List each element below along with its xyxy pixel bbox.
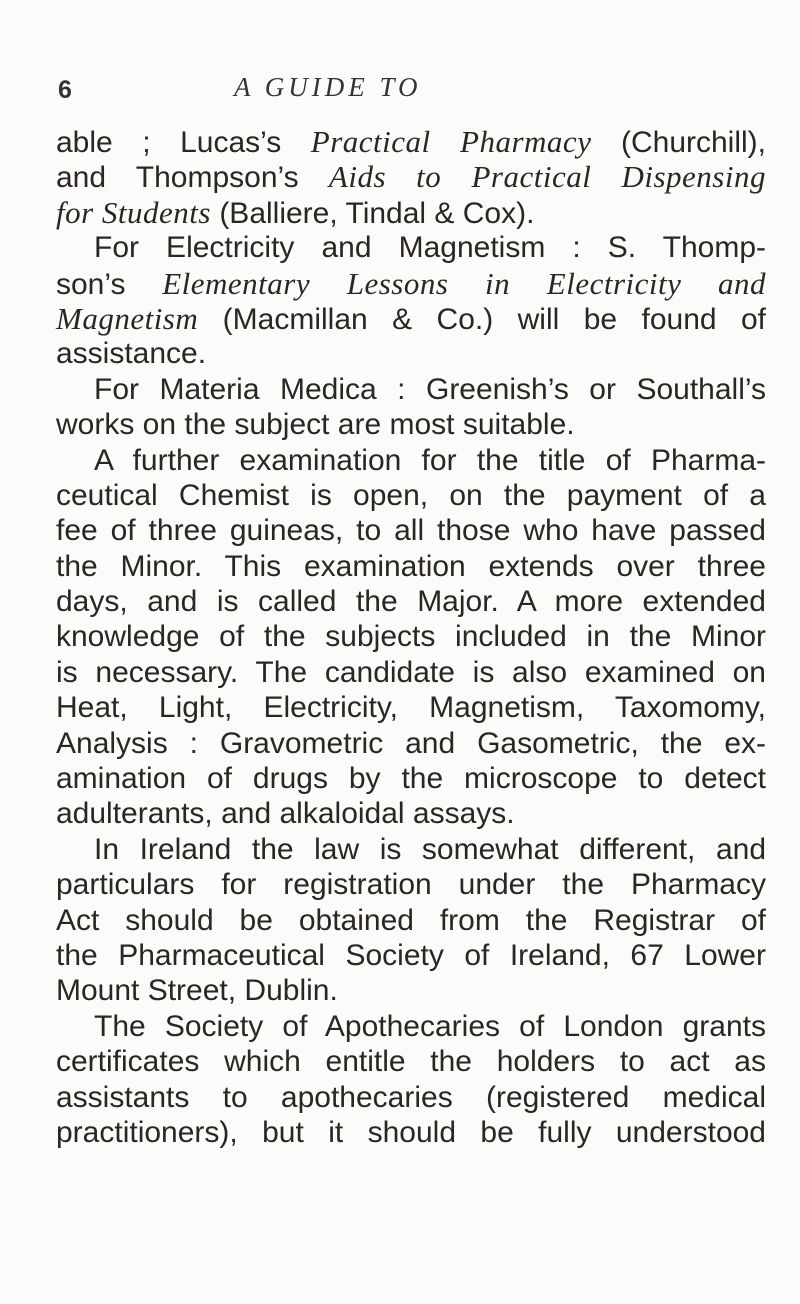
text-run: knowledge of the subjects included in the Minor [56,620,766,654]
text-line [56,1009,766,1044]
text-run: In Ireland the law is somewhat different, and [94,832,766,866]
text-run: For Electricity and Magnetism : S. Thomp- [94,231,766,265]
text-run: the Minor. This examination extends over three [56,549,766,583]
text-line [56,903,766,938]
text-line [56,230,766,265]
text-line [56,761,766,796]
text-line [56,266,766,301]
text-run: days, and is called the Major. A more extended [56,585,766,619]
text-line [56,159,766,194]
page-number: 6 [58,76,72,104]
running-title: A GUIDE TO [234,72,422,102]
italic-title: Practical Pharmacy [310,124,592,159]
italic-title: Aids to Practical Dispensing [328,159,766,195]
italic-title: Magnetism [56,300,199,336]
text-run: able ; Lucas’s [56,126,311,159]
text-run: certificates which entitle the holders to act as [56,1045,766,1079]
text-run: adulterants, and alkaloidal assays. [56,797,515,831]
text-run: (Balliere, Tindal & Cox). [210,196,535,230]
text-line [56,690,766,725]
text-line [56,124,766,159]
text-run: The Society of Apothecaries of London grants [94,1009,766,1043]
text-run: is necessary. The candidate is also examined on [56,655,766,689]
text-line [56,443,766,478]
text-line [56,478,766,513]
text-line [56,619,766,654]
text-line [56,796,766,831]
text-line [56,655,766,690]
text-run: For Materia Medica : Greenish’s or Southall’s [94,372,766,406]
text-line [56,584,766,619]
text-run: (Macmillan & Co.) will be found of [198,302,766,336]
text-run: practitioners), but it should be fully understood [56,1115,766,1149]
text-line [56,1115,766,1150]
text-run: Mount Street, Dublin. [56,974,338,1008]
text-run: the Pharmaceutical Society of Ireland, 67 Lower [56,938,766,972]
text-line [56,513,766,548]
text-run: amination of drugs by the microscope to detect [56,762,766,796]
text-run: Heat, Light, Electricity, Magnetism, Taxomomy, [56,691,766,725]
text-line [56,407,766,442]
text-run: Analysis : Gravometric and Gasometric, the ex- [56,726,766,760]
text-run: particulars for registration under the Pharmacy [56,868,766,902]
running-head [58,68,758,108]
text-line [56,549,766,584]
text-run: and Thompson’s [56,161,329,195]
text-run: fee of three guineas, to all those who have passed [56,514,766,548]
text-line [56,336,766,371]
italic-title: Elementary Lessons in Electricity and [162,265,766,301]
text-run: son’s [56,267,163,301]
text-run: works on the subject are most suitable. [56,408,575,442]
text-line [56,301,766,336]
text-run: assistants to apothecaries (registered medical [56,1080,766,1114]
text-line [56,867,766,902]
text-line [56,1044,766,1079]
text-run: assistance. [56,337,207,371]
italic-title: for Students [56,194,211,230]
text-line [56,195,766,230]
body-text [56,124,766,1150]
text-run: ceutical Chemist is open, on the payment of a [56,478,766,512]
text-line [56,938,766,973]
text-run: A further examination for the title of Pharma- [94,443,766,477]
text-line [56,832,766,867]
text-line [56,726,766,761]
text-line [56,372,766,407]
text-run: Act should be obtained from the Registrar of [56,903,766,937]
text-run: (Churchill), [591,126,766,159]
text-line [56,1080,766,1115]
text-line [56,973,766,1008]
